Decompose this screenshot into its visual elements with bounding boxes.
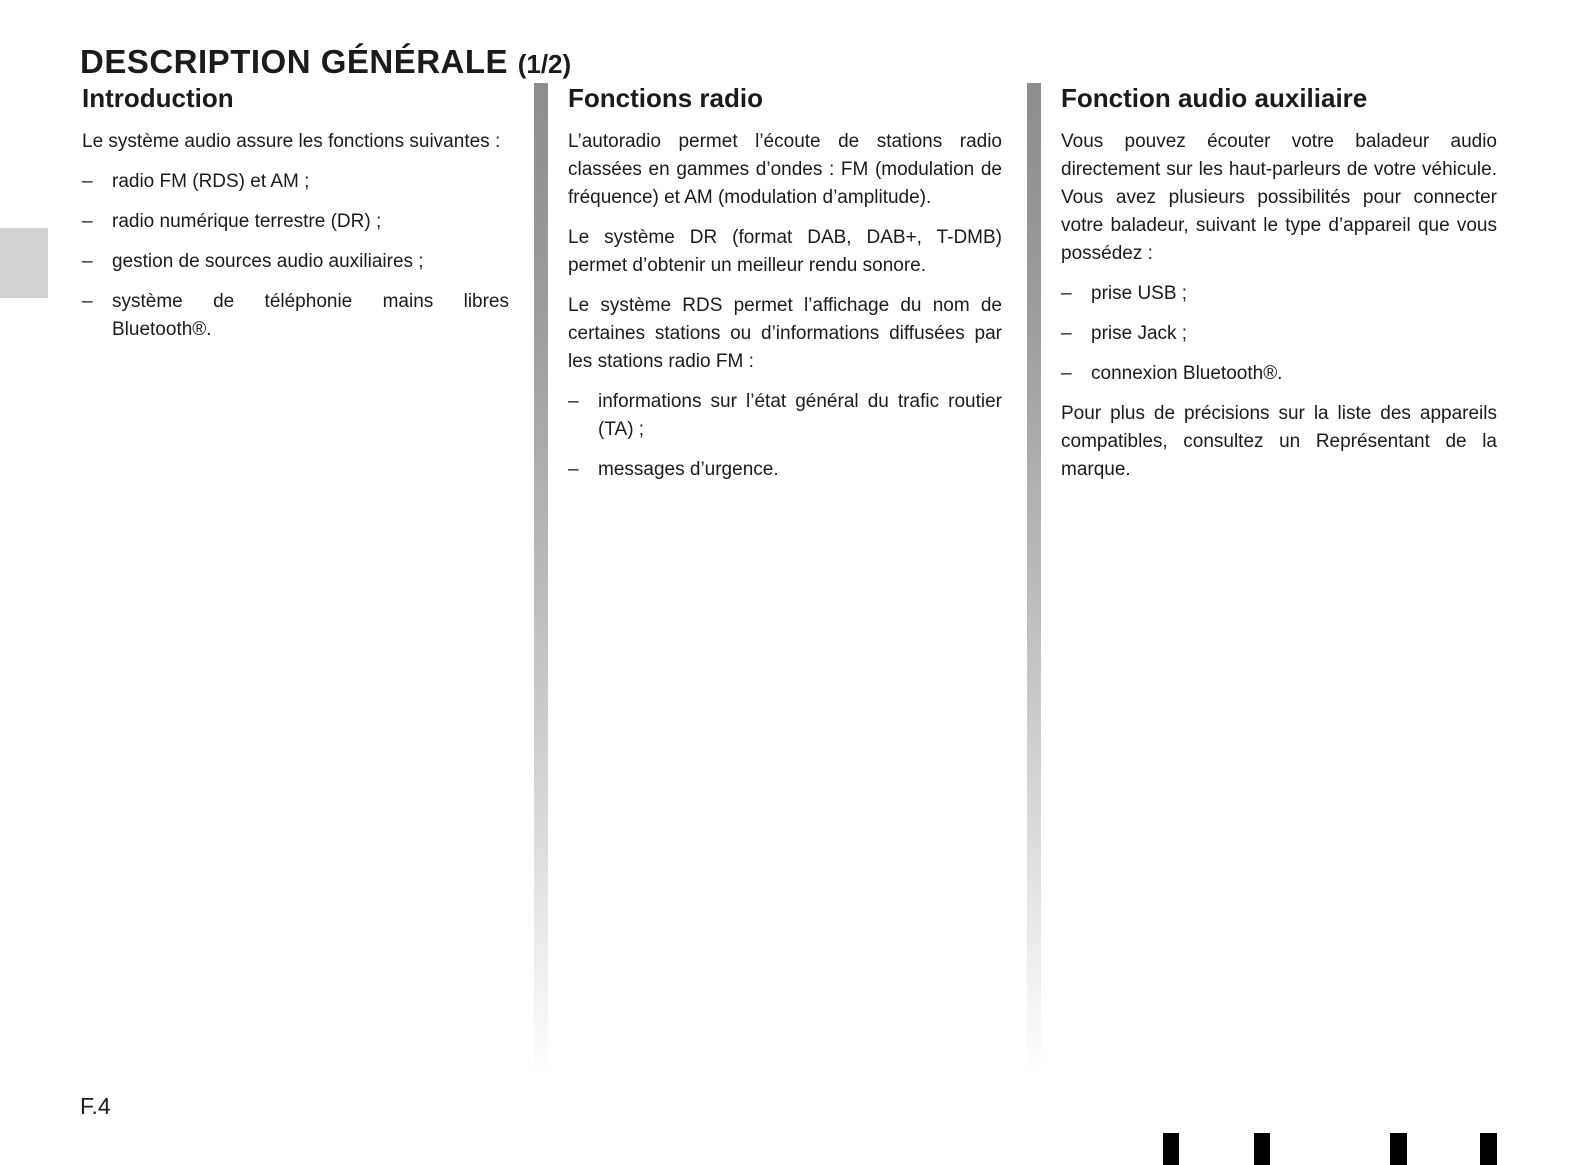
page-title-suffix: (1/2) — [517, 49, 572, 80]
section-heading: Fonctions radio — [568, 83, 763, 113]
paragraph: Pour plus de précisions sur la liste des appareils compatibles, consultez un Représentant de la marque. — [1061, 403, 1497, 480]
list-item — [82, 168, 509, 196]
bullet-dash: – — [82, 291, 93, 312]
section-heading: Introduction — [82, 83, 234, 113]
bullet-list — [568, 388, 1002, 484]
paragraph: Le système DR (format DAB, DAB+, T-DMB) permet d’obtenir un meilleur rendu sonore. — [568, 227, 1002, 276]
bullet-text: messages d’urgence. — [598, 459, 779, 480]
bullet-text: connexion Bluetooth®. — [1091, 363, 1283, 384]
bullet-dash: – — [1061, 323, 1072, 344]
bullet-list — [1061, 280, 1497, 388]
bullet-dash: – — [1061, 283, 1072, 304]
list-item — [1061, 280, 1497, 308]
list-item — [568, 388, 1002, 444]
list-item — [82, 208, 509, 236]
bullet-dash: – — [1061, 363, 1072, 384]
print-registration-mark — [1163, 1133, 1179, 1165]
print-registration-mark — [1254, 1133, 1270, 1165]
column-fonction-audio-auxiliaire — [1061, 84, 1497, 496]
list-item — [82, 248, 509, 276]
bullet-text: gestion de sources audio auxiliaires ; — [112, 251, 424, 272]
list-item — [82, 288, 509, 344]
paragraph: Le système audio assure les fonctions suivantes : — [82, 131, 501, 152]
page-title-main: DESCRIPTION GÉNÉRALE — [80, 43, 509, 81]
page-number: F.4 — [80, 1093, 111, 1119]
bullet-text: prise USB ; — [1091, 283, 1188, 304]
bullet-dash: – — [82, 171, 93, 192]
paragraph: Vous pouvez écouter votre baladeur audio directement sur les haut-parleurs de votre véhicule. Vous avez plusieurs possibilités pour connecter votre baladeur, suivant le type d’appareil que vous possédez : — [1061, 131, 1497, 264]
bullet-dash: – — [82, 251, 93, 272]
column-fonctions-radio — [568, 84, 1002, 496]
bullet-dash: – — [82, 211, 93, 232]
paragraph: Le système RDS permet l’affichage du nom de certaines stations ou d’informations diffusées par les stations radio FM : — [568, 295, 1002, 372]
section-edge-tab — [0, 228, 48, 298]
list-item — [568, 456, 1002, 484]
bullet-list — [82, 168, 509, 344]
print-registration-mark — [1390, 1133, 1407, 1165]
bullet-text: radio FM (RDS) et AM ; — [112, 171, 310, 192]
section-heading: Fonction audio auxiliaire — [1061, 83, 1368, 113]
column-separator — [1027, 83, 1041, 1075]
bullet-dash: – — [568, 459, 579, 480]
bullet-text: radio numérique terrestre (DR) ; — [112, 211, 382, 232]
print-registration-mark — [1480, 1133, 1497, 1165]
paragraph: L’autoradio permet l’écoute de stations radio classées en gammes d’ondes : FM (modulation de fréquence) et AM (modulation d’amplitude). — [568, 131, 1002, 208]
list-item — [1061, 320, 1497, 348]
column-separator — [534, 83, 548, 1075]
bullet-text: informations sur l’état général du trafic routier (TA) ; — [598, 391, 1002, 440]
bullet-text: système de téléphonie mains libres Bluetooth®. — [112, 291, 509, 340]
bullet-text: prise Jack ; — [1091, 323, 1188, 344]
list-item — [1061, 360, 1497, 388]
page-title — [80, 42, 571, 84]
column-introduction — [82, 84, 509, 356]
bullet-dash: – — [568, 391, 579, 412]
